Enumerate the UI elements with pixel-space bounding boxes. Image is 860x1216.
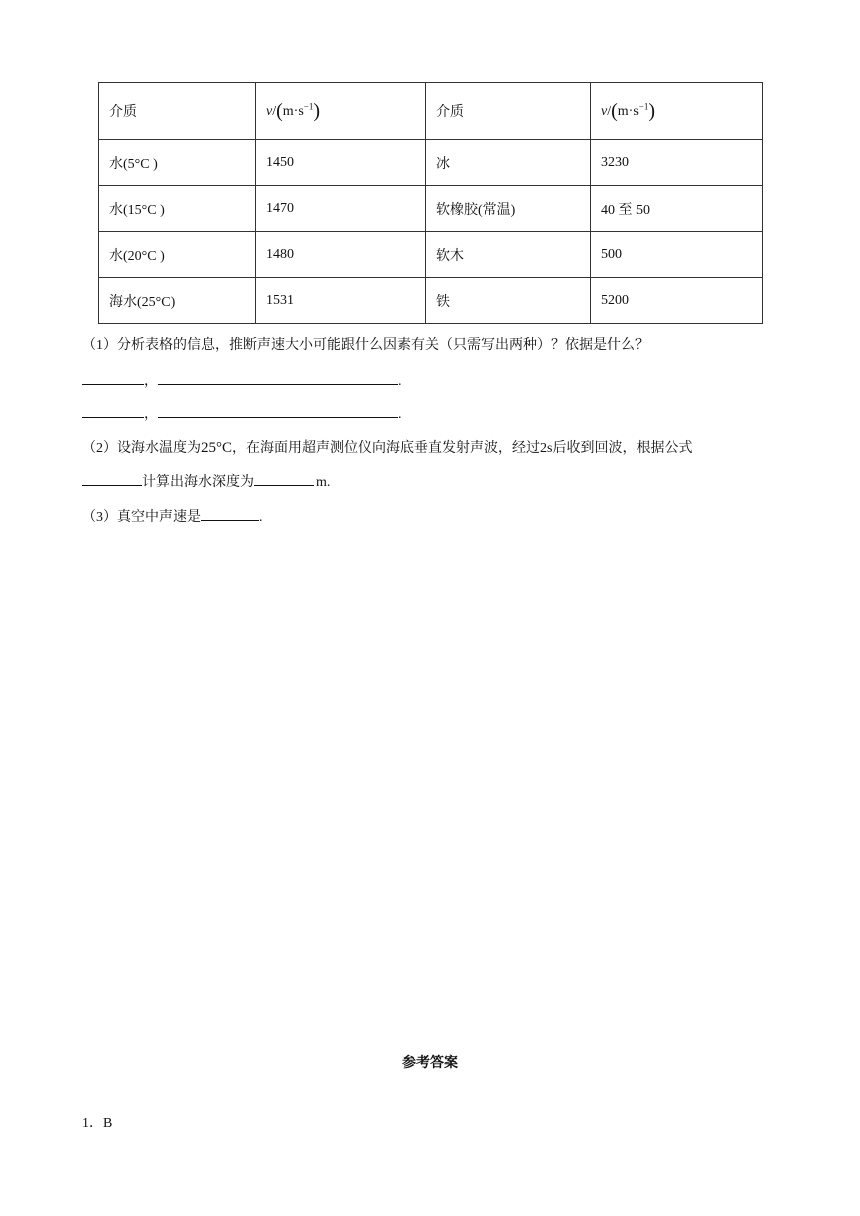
medium-cell: 软木 bbox=[426, 232, 591, 278]
header-speed-unit-2: $v/(m\cdot s^{-1})$ bbox=[591, 83, 763, 140]
table-row bbox=[99, 186, 763, 232]
speed-cell: 40 至 50 bbox=[591, 186, 763, 232]
vacuum-speed-blank[interactable] bbox=[201, 505, 259, 521]
factor-blank-2[interactable] bbox=[82, 402, 144, 418]
answers-title: 参考答案 bbox=[402, 1056, 458, 1071]
medium-cell: 水(20°C ) bbox=[99, 232, 256, 278]
speed-cell: 5200 bbox=[591, 278, 763, 324]
sound-speed-table bbox=[98, 82, 763, 324]
question-1-answer-line-1: ， . bbox=[82, 369, 402, 390]
question-1-prompt: （1）分析表格的信息，推断声速大小可能跟什么因素有关（只需写出两种）？依据是什么？ bbox=[82, 338, 649, 353]
evidence-blank-1[interactable] bbox=[158, 369, 398, 385]
factor-blank-1[interactable] bbox=[82, 369, 144, 385]
question-1-answer-line-2: ， . bbox=[82, 402, 402, 423]
formula-blank[interactable] bbox=[82, 470, 142, 486]
header-medium-2: 介质 bbox=[426, 83, 591, 140]
header-medium-1: 介质 bbox=[99, 83, 256, 140]
answer-item-1: 1．B bbox=[82, 1116, 113, 1131]
medium-cell: 水(15°C ) bbox=[99, 186, 256, 232]
table-row bbox=[99, 232, 763, 278]
speed-cell: 1480 bbox=[256, 232, 426, 278]
speed-cell: 1450 bbox=[256, 140, 426, 186]
speed-cell: 3230 bbox=[591, 140, 763, 186]
medium-cell: 海水(25°C) bbox=[99, 278, 256, 324]
medium-cell: 软橡胶(常温) bbox=[426, 186, 591, 232]
table-row bbox=[99, 278, 763, 324]
medium-cell: 水(5°C ) bbox=[99, 140, 256, 186]
speed-cell: 1470 bbox=[256, 186, 426, 232]
table-row bbox=[99, 140, 763, 186]
speed-cell: 1531 bbox=[256, 278, 426, 324]
depth-blank[interactable] bbox=[254, 470, 314, 486]
question-2-continuation: 计算出海水深度为 m. bbox=[82, 470, 330, 491]
question-2-prompt: （2）设海水温度为25°C，在海面用超声测位仪向海底垂直发射声波，经过2s后收到回波，根据公式 bbox=[82, 440, 693, 456]
evidence-blank-2[interactable] bbox=[158, 402, 398, 418]
medium-cell: 冰 bbox=[426, 140, 591, 186]
header-speed-unit-1: $v/(m\cdot s^{-1})$ bbox=[256, 83, 426, 140]
table-header-row bbox=[99, 83, 763, 140]
question-3-prompt: （3）真空中声速是 . bbox=[82, 505, 263, 526]
medium-cell: 铁 bbox=[426, 278, 591, 324]
speed-cell: 500 bbox=[591, 232, 763, 278]
